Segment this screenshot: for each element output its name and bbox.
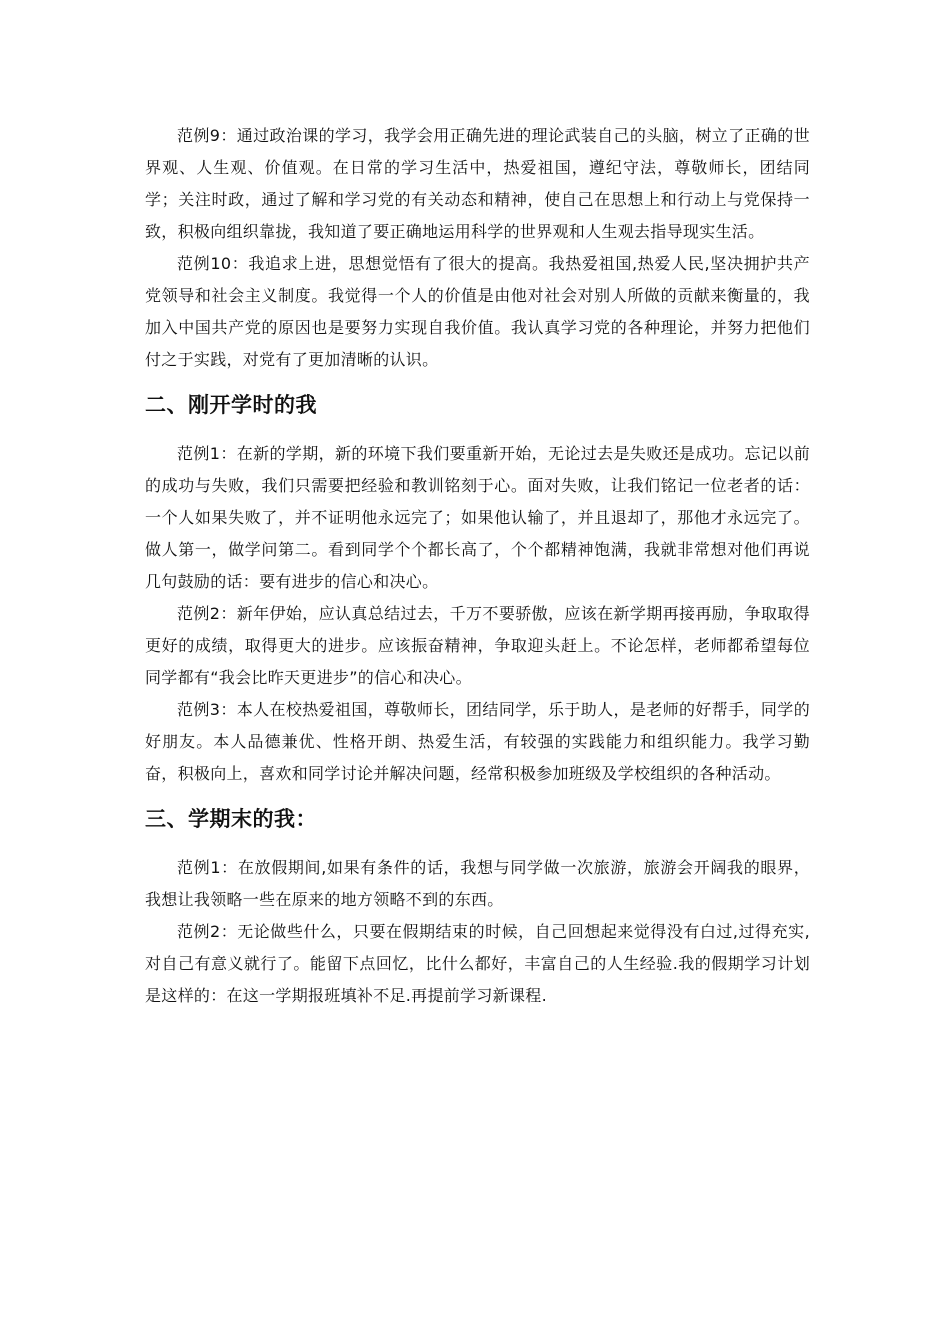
paragraph-end-example-1: 范例1：在放假期间,如果有条件的话，我想与同学做一次旅游，旅游会开阔我的眼界，我想让我领略一些在原来的地方领略不到的东西。	[145, 858, 810, 909]
paragraph-start-example-2: 范例2：新年伊始，应认真总结过去，千万不要骄傲，应该在新学期再接再励，争取取得更好的成绩，取得更大的进步。应该振奋精神，争取迎头赶上。不论怎样，老师都希望每位同学都有“我会比昨天更进步”的信心和决心。	[145, 604, 810, 687]
paragraph-start-example-1: 范例1：在新的学期，新的环境下我们要重新开始，无论过去是失败还是成功。忘记以前的成功与失败，我们只需要把经验和教训铭刻于心。面对失败，让我们铭记一位老者的话：一个人如果失败了，并不证明他永远完了；如果他认输了，并且退却了，那他才永远完了。做人第一，做学问第二。看到同学个个都长高了，个个都精神饱满，我就非常想对他们再说几句鼓励的话：要有进步的信心和决心。	[145, 444, 810, 591]
paragraph-example-9: 范例9：通过政治课的学习，我学会用正确先进的理论武装自己的头脑，树立了正确的世界观、人生观、价值观。在日常的学习生活中，热爱祖国，遵纪守法，尊敬师长，团结同学；关注时政，通过了解和学习党的有关动态和精神，使自己在思想上和行动上与党保持一致，积极向组织靠拢，我知道了要正确地运用科学的世界观和人生观去指导现实生活。	[145, 126, 810, 241]
paragraph-start-example-3: 范例3：本人在校热爱祖国，尊敬师长，团结同学，乐于助人，是老师的好帮手，同学的好朋友。本人品德兼优、性格开朗、热爱生活，有较强的实践能力和组织能力。我学习勤奋，积极向上，喜欢和同学讨论并解决问题，经常积极参加班级及学校组织的各种活动。	[145, 700, 810, 783]
paragraph-example-10: 范例10：我追求上进，思想觉悟有了很大的提高。我热爱祖国,热爱人民,坚决拥护共产党领导和社会主义制度。我觉得一个人的价值是由他对社会对别人所做的贡献来衡量的，我加入中国共产党的原因也是要努力实现自我价值。我认真学习党的各种理论，并努力把他们付之于实践，对党有了更加清晰的认识。	[145, 254, 810, 369]
section-heading-end-of-term: 三、学期末的我：	[145, 807, 317, 831]
section-heading-start-of-term: 二、刚开学时的我	[145, 393, 317, 417]
document-page	[145, 120, 810, 1012]
paragraph-end-example-2: 范例2：无论做些什么，只要在假期结束的时候，自己回想起来觉得没有白过,过得充实,对自己有意义就行了。能留下点回忆，比什么都好，丰富自己的人生经验.我的假期学习计划是这样的：在这一学期报班填补不足.再提前学习新课程.	[145, 922, 810, 1005]
